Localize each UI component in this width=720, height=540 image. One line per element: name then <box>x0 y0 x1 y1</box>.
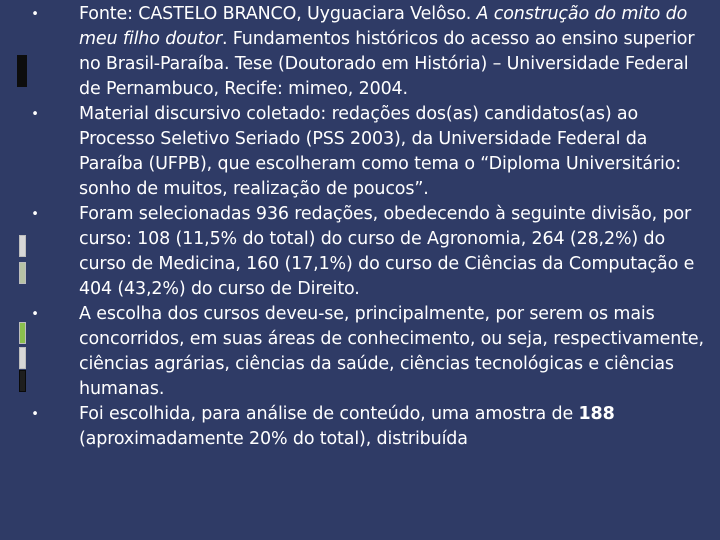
text-run: A escolha dos cursos deveu-se, principalmente, por serem os mais concorridos, em suas áreas de conhecimento, ou seja, respectivamente, ciências agrárias, ciências da saúde, ciências tecnológicas e ciências humanas. <box>79 304 704 399</box>
sample-count: 188 <box>578 404 615 424</box>
slide-content <box>25 2 715 452</box>
text-run: Foram selecionadas 936 redações, obedecendo à seguinte divisão, por curso: 108 (11,5% do total) do curso de Agronomia, 264 (28,2%) do curso de Medicina, 160 (17,1%) do curso de Ciências da Computação e 404 (43,2%) do curso de Direito. <box>79 204 695 299</box>
bullet-list <box>25 2 715 452</box>
bullet-item <box>25 102 715 202</box>
bullet-icon: • <box>31 407 39 422</box>
text-run: Foi escolhida, para análise de conteúdo, uma amostra de <box>79 404 579 424</box>
book-title: A construção do mito do meu filho doutor <box>79 4 688 49</box>
bullet-item <box>25 302 715 402</box>
bullet-item <box>25 2 715 102</box>
bullet-icon: • <box>31 107 39 122</box>
text-run: . Fundamentos históricos do acesso ao ensino superior no Brasil-Paraíba. Tese (Doutorado em História) – Universidade Federal de Pernambuco, Recife: mimeo, 2004. <box>79 29 695 99</box>
bullet-item <box>25 402 715 452</box>
bullet-icon: • <box>31 7 39 22</box>
bullet-icon: • <box>31 307 39 322</box>
text-run: Fonte: CASTELO BRANCO, Uyguaciara Velôso. <box>79 4 477 24</box>
bullet-icon: • <box>31 207 39 222</box>
text-run: (aproximadamente 20% do total), distribuída <box>79 429 468 449</box>
text-run: Material discursivo coletado: redações dos(as) candidatos(as) ao Processo Seletivo Seriado (PSS 2003), da Universidade Federal da Paraíba (UFPB), que escolheram como tema o “Diploma Universitário: sonho de muitos, realização de poucos”. <box>79 104 682 199</box>
bullet-item <box>25 202 715 302</box>
